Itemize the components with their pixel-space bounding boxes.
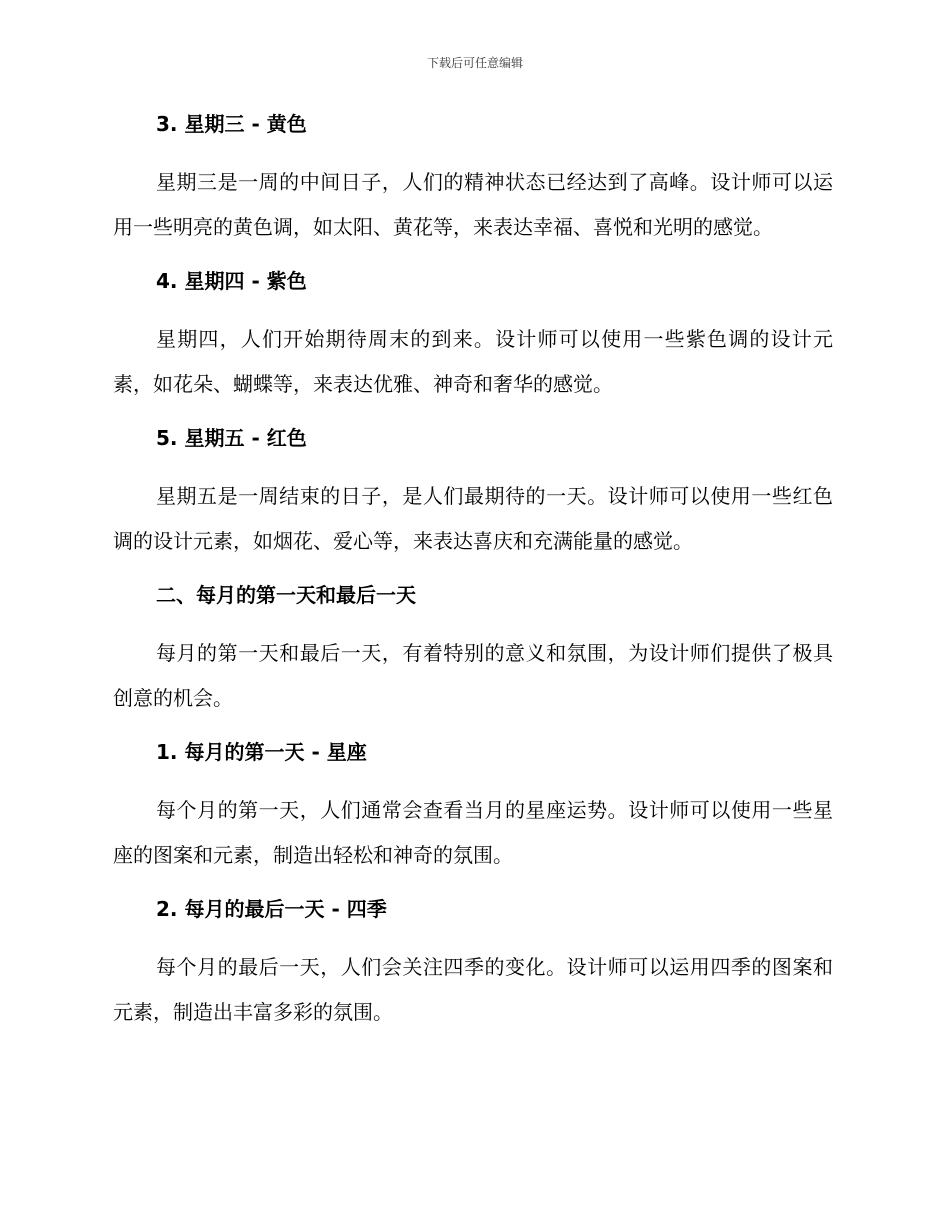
section-heading-friday: 5. 星期五 - 红色 <box>156 426 307 450</box>
paragraph-friday: 星期五是一周结束的日子，是人们最期待的一天。设计师可以使用一些红色调的设计元素，如烟花、爱心等，来表达喜庆和充满能量的感觉。 <box>113 484 833 553</box>
paragraph-month-days: 每月的第一天和最后一天，有着特别的意义和氛围，为设计师们提供了极具创意的机会。 <box>113 641 833 710</box>
section-heading-thursday: 4. 星期四 - 紫色 <box>156 269 307 293</box>
section-heading-first-day: 1. 每月的第一天 - 星座 <box>156 740 367 764</box>
section-heading-wednesday: 3. 星期三 - 黄色 <box>156 112 307 136</box>
section-heading-last-day: 2. 每月的最后一天 - 四季 <box>156 897 387 921</box>
paragraph-first-day: 每个月的第一天，人们通常会查看当月的星座运势。设计师可以使用一些星座的图案和元素，制造出轻松和神奇的氛围。 <box>113 798 833 867</box>
paragraph-wednesday: 星期三是一周的中间日子，人们的精神状态已经达到了高峰。设计师可以运用一些明亮的黄色调，如太阳、黄花等，来表达幸福、喜悦和光明的感觉。 <box>113 170 833 239</box>
paragraph-thursday: 星期四，人们开始期待周末的到来。设计师可以使用一些紫色调的设计元素，如花朵、蝴蝶等，来表达优雅、神奇和奢华的感觉。 <box>113 327 833 396</box>
header-note: 下载后可任意编辑 <box>426 56 523 70</box>
section-heading-month-days: 二、每月的第一天和最后一天 <box>156 583 416 607</box>
paragraph-last-day: 每个月的最后一天，人们会关注四季的变化。设计师可以运用四季的图案和元素，制造出丰富多彩的氛围。 <box>113 955 833 1024</box>
document-body <box>113 110 833 1052</box>
